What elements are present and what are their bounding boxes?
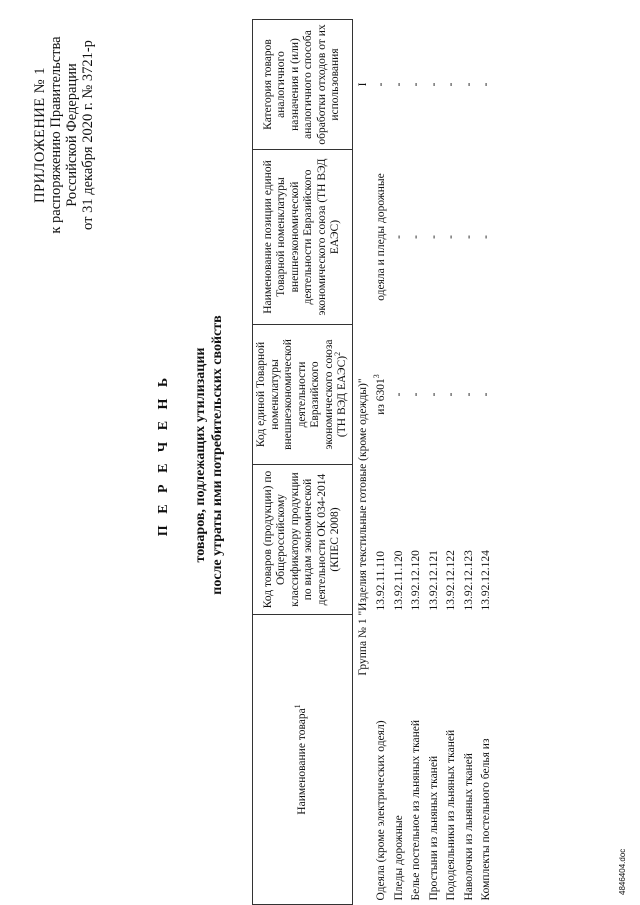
table-row [391, 20, 409, 905]
cell-tnved: - [462, 235, 475, 239]
cell-name: Наволочки из льняных тканей [462, 753, 475, 901]
table-row [426, 20, 444, 905]
cell-okpd: 13.92.12.123 [462, 550, 475, 611]
cell-okpd: 13.92.11.120 [392, 550, 405, 611]
cell-name: Одеяла (кроме электрических одеял) [375, 720, 387, 901]
appendix-date: от 31 декабря 2020 г. № 3721-р [80, 40, 96, 230]
group-row [352, 20, 373, 905]
file-name-footer: 4846404.doc [618, 848, 627, 895]
cell-tnved: - [392, 235, 405, 239]
appendix-line: к распоряжению Правительства [48, 36, 64, 234]
cell-category: - [445, 82, 457, 87]
cell-code: - [427, 392, 440, 397]
heading-title: П Е Р Е Ч Е Н Ь [156, 373, 171, 537]
cell-category: - [375, 82, 387, 87]
header-goods-name: Наименование товара$^1$ [253, 615, 353, 905]
group-category: I [356, 82, 369, 87]
cell-name: Пледы дорожные [392, 815, 405, 901]
cell-okpd: 13.92.12.122 [445, 550, 457, 611]
cell-name: Комплекты постельного белья из [480, 738, 492, 901]
cell-category: - [392, 82, 405, 87]
appendix-title: ПРИЛОЖЕНИЕ № 1 [32, 67, 48, 203]
cell-code: - [445, 392, 457, 397]
cell-tnved: - [410, 235, 422, 239]
table-row [478, 20, 496, 905]
cell-tnved: - [480, 235, 492, 239]
cell-okpd: 13.92.11.110 [375, 550, 387, 611]
cell-code: - [410, 392, 422, 397]
heading-subtitle: после утраты ими потребительских свойств [210, 315, 225, 595]
cell-name: Простыни из льняных тканей [427, 755, 440, 901]
header-category: Категория товаров аналогичного назначения и (или) аналогичного способа обработки отходов от их использования [253, 20, 353, 150]
cell-okpd: 13.92.12.121 [427, 550, 440, 611]
table-header-row [253, 20, 353, 905]
cell-tnved: - [445, 235, 457, 239]
cell-category: - [410, 82, 422, 87]
cell-category: - [462, 82, 475, 87]
document-heading [155, 205, 226, 705]
group-title: Группа № 1 "Изделия текстильные готовые (кроме одежды)" [356, 378, 369, 676]
table-row [443, 20, 461, 905]
header-okpd-code: Код товаров (продукции) по Общероссийскому классификатору продукции по видам экономической деятельности ОК 034-2014 (КПЕС 2008) [253, 465, 353, 615]
heading-subtitle: товаров, подлежащих утилизации [193, 347, 208, 563]
cell-code: - [480, 392, 492, 397]
cell-okpd: 13.92.12.124 [480, 550, 492, 611]
cell-name: Белье постельное из льняных тканей [410, 719, 422, 901]
cell-name: Пододеяльники из льняных тканей [445, 729, 457, 901]
table-row [461, 20, 479, 905]
cell-okpd: 13.92.12.120 [410, 550, 422, 611]
cell-category: - [427, 82, 440, 87]
appendix-block [32, 5, 96, 265]
table-row [408, 20, 426, 905]
appendix-line: Российской Федерации [64, 63, 80, 207]
goods-table [252, 19, 496, 905]
header-tnved-name: Наименование позиции единой Товарной номенклатуры внешнеэкономической деятельности Евразийского экономического союза (ТН ВЭД ЕАЭС) [253, 150, 353, 325]
cell-code: - [462, 392, 475, 397]
cell-tnved: одеяла и пледы дорожные [375, 173, 387, 301]
cell-code: из 6301$^3$ [372, 374, 387, 415]
cell-tnved: - [427, 235, 440, 239]
table-row [373, 20, 391, 905]
cell-code: - [392, 392, 405, 397]
cell-category: - [480, 82, 492, 87]
header-tnved-code: Код единой Товарной номенклатуры внешнеэкономической деятельности Евразийского экономического союза (ТН ВЭД ЕАЭС)$^2$ [253, 325, 353, 465]
